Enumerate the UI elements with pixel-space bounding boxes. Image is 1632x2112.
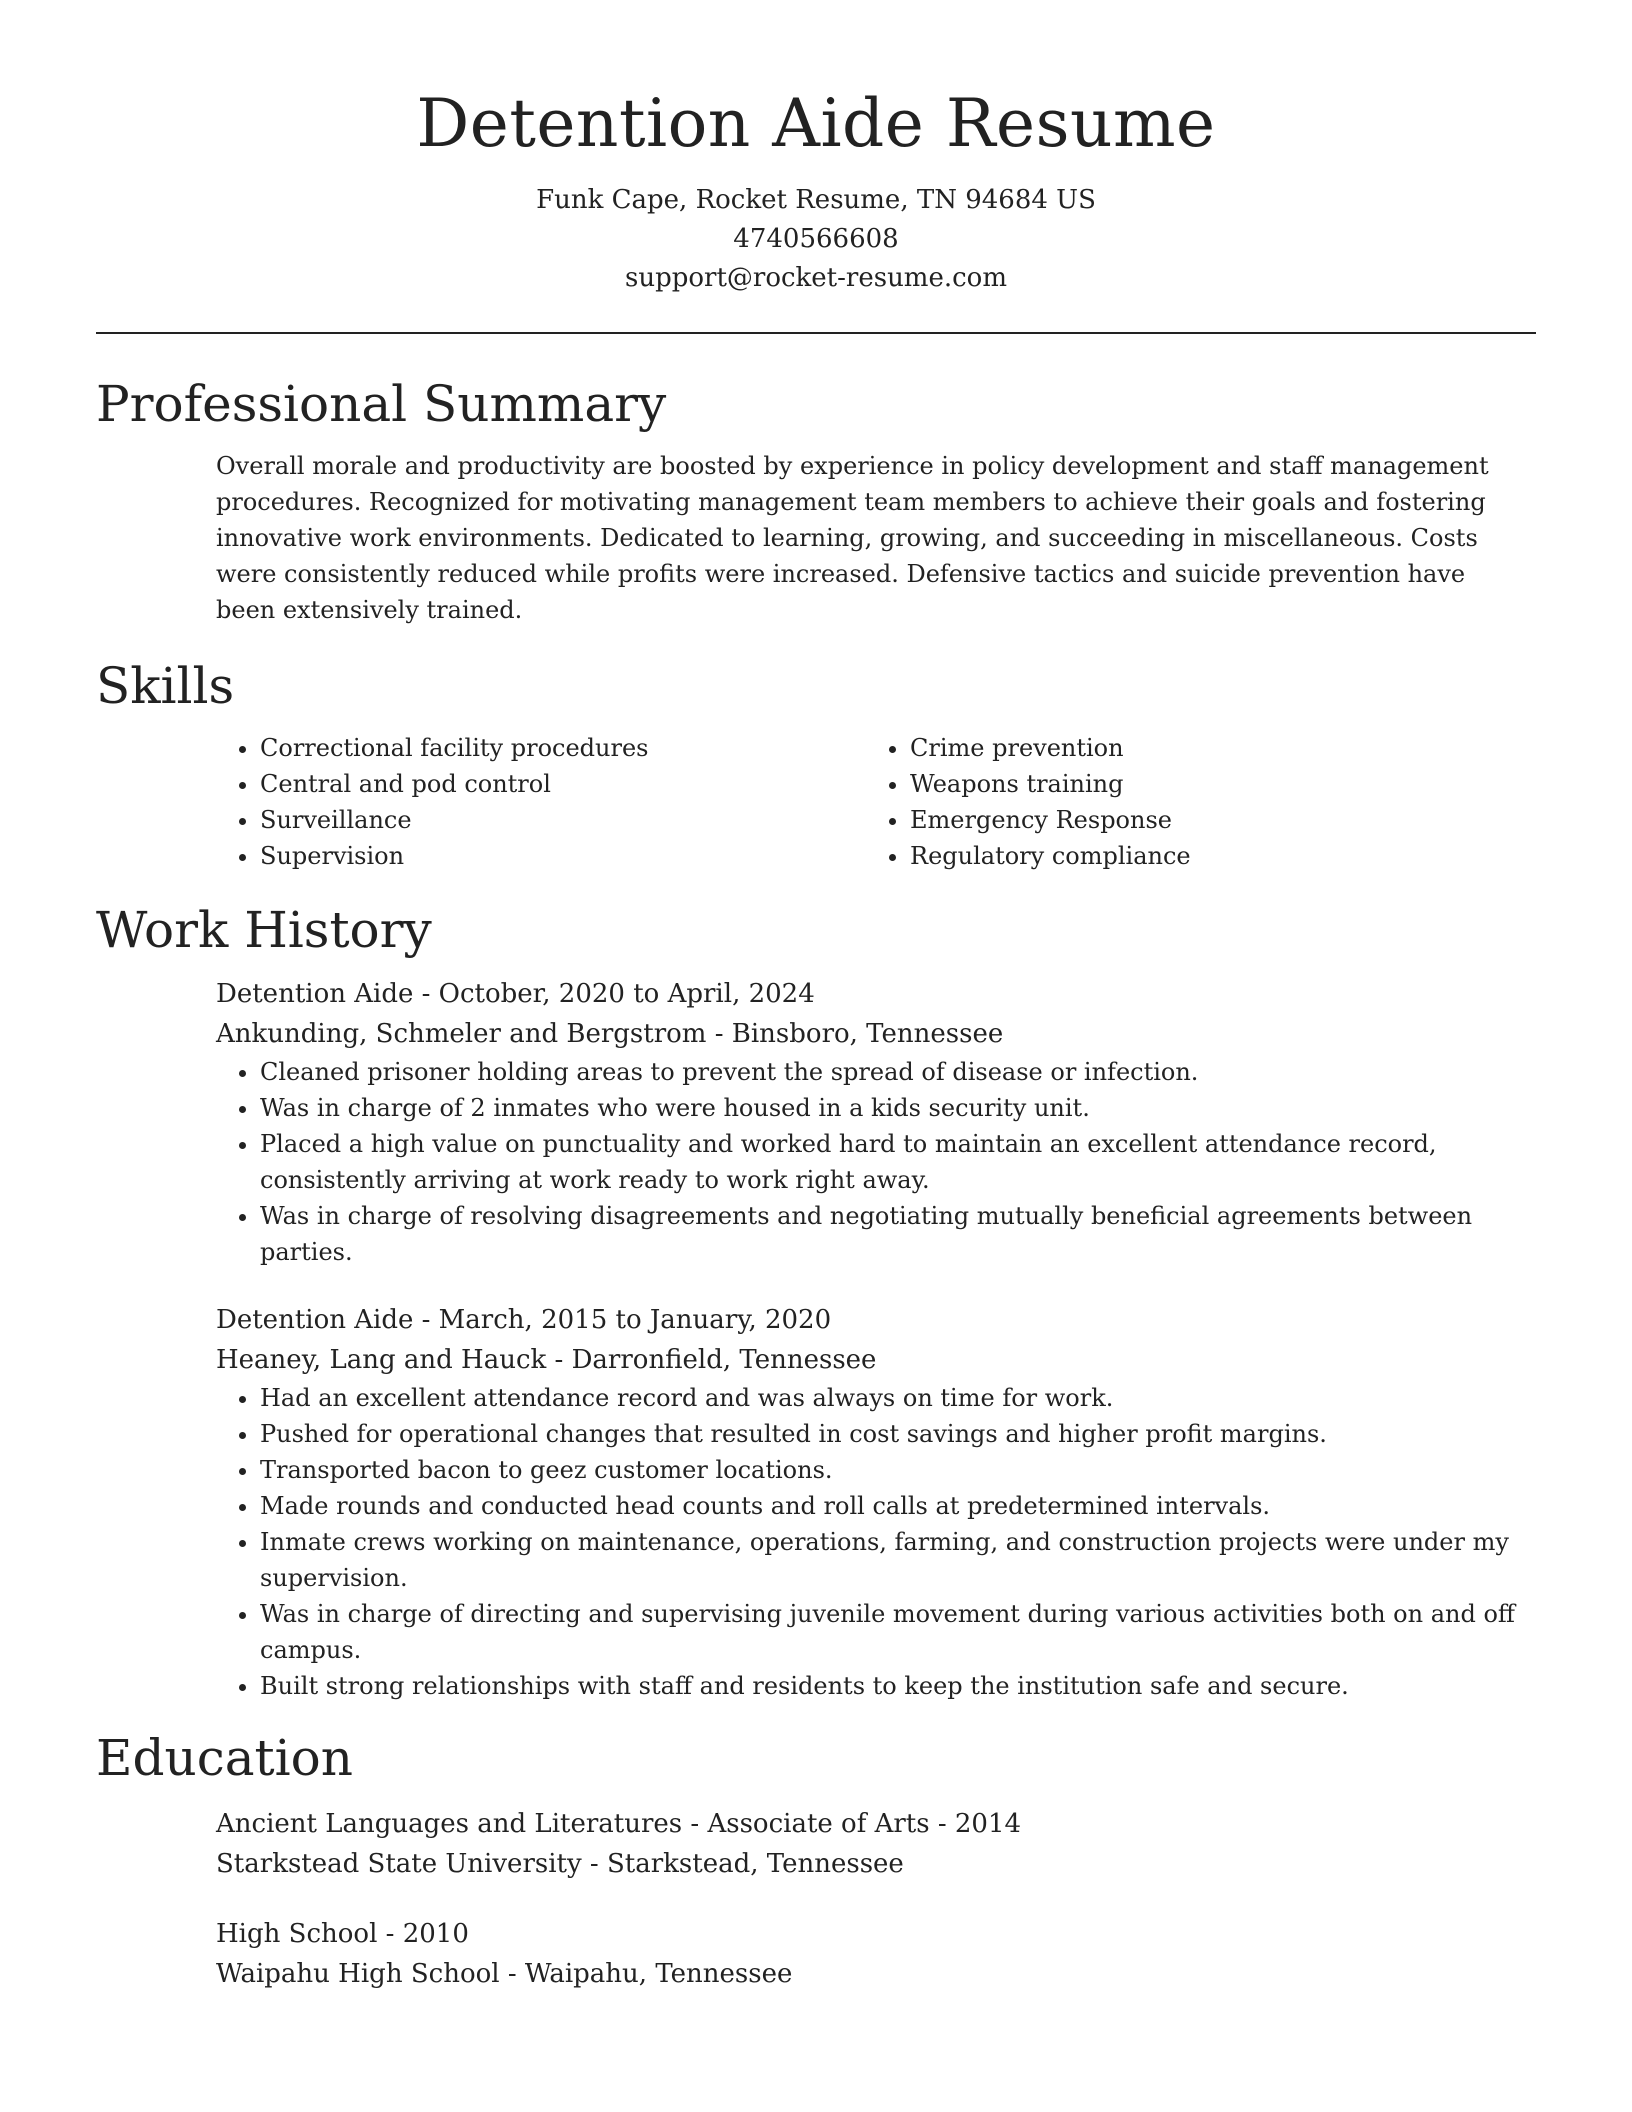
work-history-section (96, 974, 1536, 1704)
skills-section (96, 730, 1536, 874)
job-duty-item: • Pushed for operational changes that resulted in cost savings and higher profit margins. (260, 1416, 1536, 1452)
skill-item: • Regulatory compliance (910, 838, 1536, 874)
skills-list-right (866, 730, 1536, 874)
education-entry (216, 1914, 1536, 1994)
job-duty-item: • Built strong relationships with staff and residents to keep the institution safe and secure. (260, 1668, 1536, 1704)
contact-info (96, 181, 1536, 298)
skill-item: • Correctional facility procedures (260, 730, 866, 766)
job-duty-item: • Had an excellent attendance record and was always on time for work. (260, 1380, 1536, 1416)
job-duty-item: • Cleaned prisoner holding areas to prevent the spread of disease or infection. (260, 1054, 1536, 1090)
job-role-dates: Detention Aide - March, 2015 to January, 2020 (216, 1305, 832, 1336)
contact-phone: 4740566608 (733, 224, 899, 255)
contact-address: Funk Cape, Rocket Resume, TN 94684 US (536, 185, 1096, 216)
job-entry (216, 974, 1536, 1270)
skills-list-left (216, 730, 866, 874)
skill-item: • Emergency Response (910, 802, 1536, 838)
skill-item: • Weapons training (910, 766, 1536, 802)
skills-grid (216, 730, 1536, 874)
job-duty-item: • Was in charge of directing and supervising juvenile movement during various activities both on and off campus. (260, 1596, 1536, 1668)
resume-header (96, 0, 1536, 298)
education-school: Starkstead State University - Starkstead, Tennessee (216, 1849, 904, 1880)
job-entry (216, 1300, 1536, 1704)
job-role-dates: Detention Aide - October, 2020 to April, 2024 (216, 979, 815, 1010)
job-duty-item: • Was in charge of 2 inmates who were housed in a kids security unit. (260, 1090, 1536, 1126)
job-duty-item: • Was in charge of resolving disagreements and negotiating mutually beneficial agreements between parties. (260, 1198, 1536, 1270)
job-company-location: Ankunding, Schmeler and Bergstrom - Binsboro, Tennessee (216, 1019, 1004, 1050)
job-duties-list (216, 1054, 1536, 1270)
contact-email: support@rocket-resume.com (624, 263, 1007, 294)
education-school: Waipahu High School - Waipahu, Tennessee (216, 1959, 793, 1990)
section-title-summary: Professional Summary (96, 375, 667, 434)
skill-item: • Surveillance (260, 802, 866, 838)
header-divider (96, 332, 1536, 334)
education-degree: Ancient Languages and Literatures - Associate of Arts - 2014 (216, 1809, 1022, 1840)
education-section (96, 1804, 1536, 1994)
summary-section (96, 448, 1536, 628)
job-company-location: Heaney, Lang and Hauck - Darronfield, Tennessee (216, 1345, 877, 1376)
section-title-work-history: Work History (96, 901, 432, 960)
skill-item: • Crime prevention (910, 730, 1536, 766)
job-duties-list (216, 1380, 1536, 1704)
job-duty-item: • Transported bacon to geez customer locations. (260, 1452, 1536, 1488)
job-duty-item: • Made rounds and conducted head counts and roll calls at predetermined intervals. (260, 1488, 1536, 1524)
section-title-skills: Skills (96, 657, 235, 716)
resume-title: Detention Aide Resume (416, 85, 1216, 162)
skill-item: • Central and pod control (260, 766, 866, 802)
education-entry (216, 1804, 1536, 1884)
section-title-education: Education (96, 1729, 353, 1788)
summary-text: Overall morale and productivity are boosted by experience in policy development and staff management procedures. Recognized for motivating management team members to achieve their goals and fostering innovative work environments. Dedicated to learning, growing, and succeeding in miscellaneous. Costs were consistently reduced while profits were increased. Defensive tactics and suicide prevention have been extensively trained. (216, 452, 1489, 625)
job-duty-item: • Placed a high value on punctuality and worked hard to maintain an excellent attendance record, consistently arriving at work ready to work right away. (260, 1126, 1536, 1198)
education-degree: High School - 2010 (216, 1919, 469, 1950)
job-duty-item: • Inmate crews working on maintenance, operations, farming, and construction projects were under my supervision. (260, 1524, 1536, 1596)
skill-item: • Supervision (260, 838, 866, 874)
